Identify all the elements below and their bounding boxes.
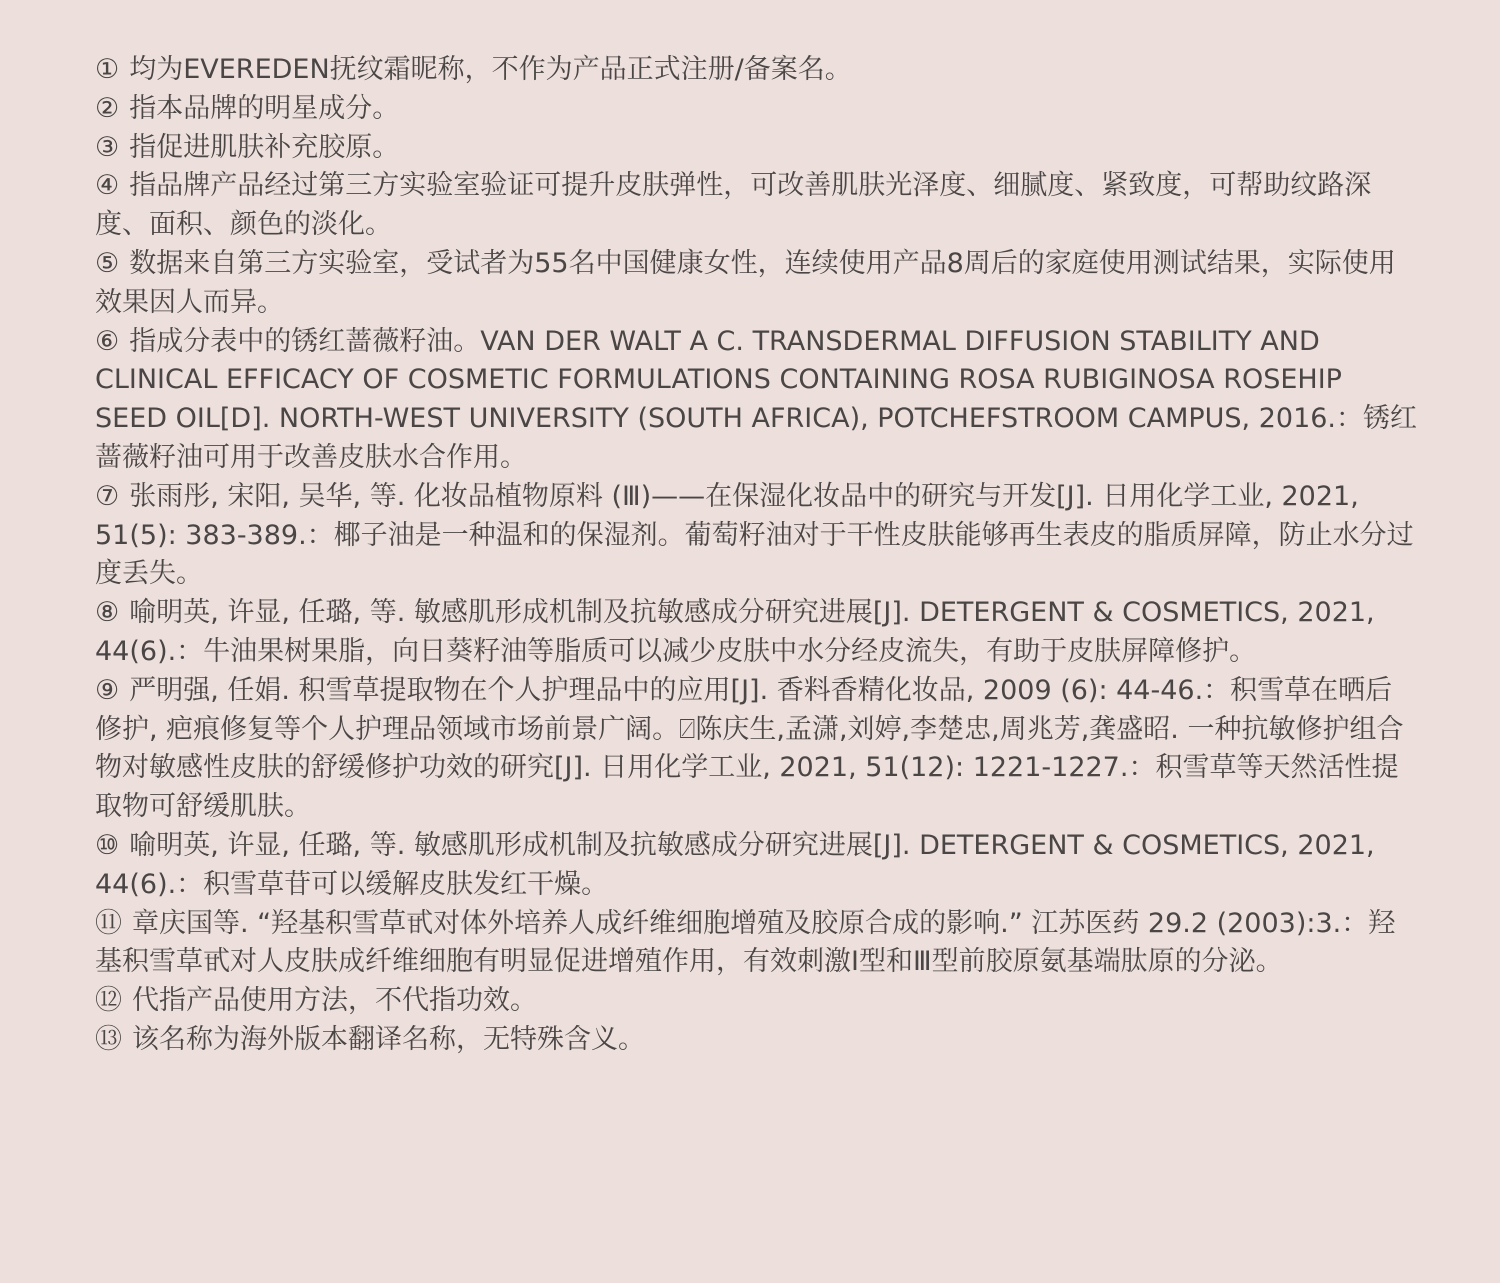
footnote-text: 张雨彤, 宋阳, 吴华, 等. 化妆品植物原料 (Ⅲ)——在保湿化妆品中的研究与开发[J]. 日用化学工业, 2021, 51(5): 383-389.：椰子油是一种温和的保湿剂。葡萄籽油对于干性皮肤能够再生表皮的脂质屏障，防止水分过度丢失。 <box>95 480 1414 590</box>
footnote-2 <box>95 90 1417 129</box>
footnote-11 <box>95 905 1417 983</box>
footnote-text: 章庆国等. “羟基积雪草甙对体外培养人成纤维细胞增殖及胶原合成的影响.” 江苏医药 29.2 (2003):3.：羟基积雪草甙对人皮肤成纤维细胞有明显促进增殖作用，有效刺激Ⅰ型和Ⅲ型前胶原氨基端肽原的分泌。 <box>95 907 1396 978</box>
footnote-text: 代指产品使用方法，不代指功效。 <box>132 985 537 1017</box>
footnote-10 <box>95 827 1417 905</box>
footnote-marker: ⑤ <box>95 247 120 279</box>
footnote-text: 指品牌产品经过第三方实验室验证可提升皮肤弹性，可改善肌肤光泽度、细腻度、紧致度，可帮助纹路深度、面积、颜色的淡化。 <box>95 170 1372 241</box>
footnote-marker: ⑬ <box>95 1023 122 1055</box>
footnote-marker: ⑦ <box>95 480 120 512</box>
footnote-marker: ④ <box>95 170 120 202</box>
footnote-marker: ⑨ <box>95 674 120 706</box>
footnote-text: 该名称为海外版本翻译名称，无特殊含义。 <box>132 1023 645 1055</box>
footnote-marker: ⑥ <box>95 325 120 357</box>
footnote-3 <box>95 129 1417 168</box>
footnote-list <box>95 51 1417 1060</box>
footnote-12 <box>95 982 1417 1021</box>
footnote-6 <box>95 323 1417 478</box>
footnote-9 <box>95 672 1417 827</box>
footnote-marker: ⑫ <box>95 985 122 1017</box>
footnote-text: 指促进肌肤补充胶原。 <box>129 131 400 163</box>
footnote-4 <box>95 167 1417 245</box>
footnote-text: 数据来自第三方实验室，受试者为55名中国健康女性，连续使用产品8周后的家庭使用测试结果，实际使用效果因人而异。 <box>95 247 1396 318</box>
footnote-8 <box>95 594 1417 672</box>
footnote-marker: ⑪ <box>95 907 122 939</box>
footnote-text: 指本品牌的明星成分。 <box>129 92 400 124</box>
footnote-text: 喻明英, 许显, 任璐, 等. 敏感肌形成机制及抗敏感成分研究进展[J]. DETERGENT & COSMETICS, 2021, 44(6).：牛油果树果脂，向日葵籽油等脂质可以减少皮肤中水分经皮流失，有助于皮肤屏障修护。 <box>95 597 1375 667</box>
footnote-13 <box>95 1021 1417 1060</box>
footnote-7 <box>95 478 1417 594</box>
footnote-1 <box>95 51 1417 90</box>
footnote-marker: ① <box>95 54 120 85</box>
footnote-text: 指成分表中的锈红蔷薇籽油。VAN DER WALT A C. TRANSDERMAL DIFFUSION STABILITY AND CLINICAL EFFICACY OF COSMETIC FORMULATIONS CONTAINING ROSA RUBIGINOSA ROSEHIP SEED OIL[D]. NORTH-WEST UNIVERSITY (SOUTH AFRICA), POTCHEFSTROOM CAMPUS, 2016.：锈红蔷薇籽油可用于改善皮肤水合作用。 <box>95 325 1418 473</box>
footnote-text: 均为EVEREDEN抚纹霜昵称，不作为产品正式注册/备案名。 <box>129 54 852 85</box>
footnote-text: 严明强, 任娟. 积雪草提取物在个人护理品中的应用[J]. 香料香精化妆品, 2009 (6): 44-46.：积雪草在晒后修护, 疤痕修复等个人护理品领域市场前景广阔。⍁陈庆生,孟潇,刘婷,李楚忠,周兆芳,龚盛昭. 一种抗敏修护组合物对敏感性皮肤的舒缓修护功效的研究[J]. 日用化学工业, 2021, 51(12): 1221-1227.：积雪草等天然活性提取物可舒缓肌肤。 <box>95 674 1404 823</box>
footnote-text: 喻明英, 许显, 任璐, 等. 敏感肌形成机制及抗敏感成分研究进展[J]. DETERGENT & COSMETICS, 2021, 44(6).：积雪草苷可以缓解皮肤发红干燥。 <box>95 829 1375 900</box>
footnote-marker: ⑧ <box>95 597 120 629</box>
footnote-marker: ⑩ <box>95 829 120 861</box>
footnote-5 <box>95 245 1417 323</box>
footnote-marker: ② <box>95 92 120 124</box>
footnote-marker: ③ <box>95 131 120 163</box>
